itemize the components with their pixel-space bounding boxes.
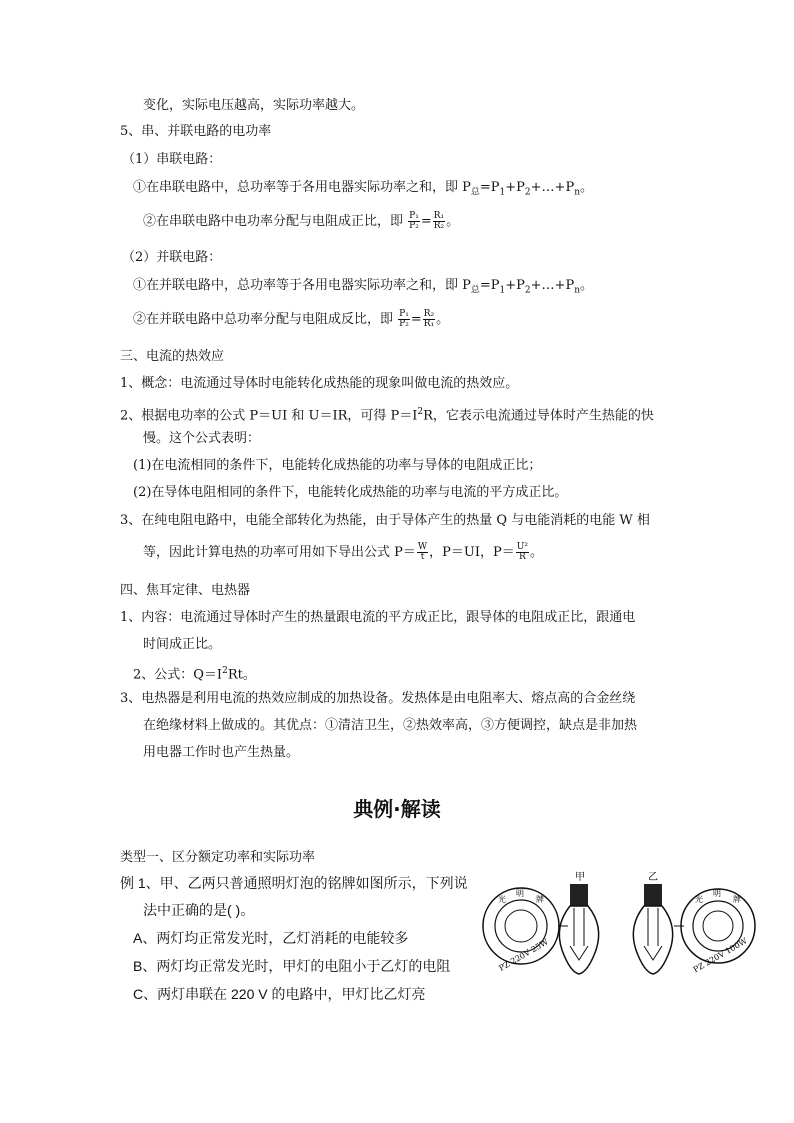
section-heading: 四、焦耳定律、电热器 bbox=[120, 583, 251, 598]
text-line: 2、公式：$Q=I^2Rt$。 bbox=[133, 666, 256, 683]
text-line: 3、在纯电阻电路中，电能全部转化为热能，由于导体产生的热量 Q 与电能消耗的电能 W 相 bbox=[120, 513, 650, 528]
text-line: 慢。这个公式表明： bbox=[143, 431, 261, 446]
bulb-yi bbox=[633, 871, 672, 974]
text-line: ②在并联电路中总功率分配与电阻成反比，即 $\frac{\text{P₁}}{\text{P₂}}$ = $\frac{\text{R₂}}{\text{R₁}}$ 。 bbox=[133, 309, 450, 329]
option-b: B、两灯均正常发光时，甲灯的电阻小于乙灯的电阻 bbox=[133, 958, 451, 974]
text-line: ①在并联电路中，总功率等于各用电器实际功率之和，即 $P_总=P_1+P_2+\dots+P_n$。 bbox=[133, 278, 594, 296]
brand-char: 光 bbox=[695, 895, 703, 904]
bulb-jia bbox=[559, 871, 598, 974]
formula-fraction: $\frac{\text{U²}}{R}$ bbox=[516, 542, 528, 562]
rating-yi: PZ 220V 100W bbox=[691, 936, 749, 975]
nameplate-jia bbox=[483, 888, 559, 973]
question-stem: 法中正确的是( )。 bbox=[143, 902, 255, 918]
section-heading: 5、串、并联电路的电功率 bbox=[120, 124, 272, 139]
subsection-heading: （1）串联电路： bbox=[122, 152, 222, 167]
label-yi: 乙 bbox=[648, 872, 658, 883]
text-line: 2、根据电功率的公式 P＝UI 和 U＝IR，可得 $P=I^2R$，它表示电流通过导体时产生热能的快 bbox=[120, 407, 654, 424]
text-line: (2)在导体电阻相同的条件下，电能转化成热能的功率与电流的平方成正比。 bbox=[133, 485, 568, 500]
brand-char: 牌 bbox=[733, 895, 741, 904]
text-line: 等，因此计算电热的功率可用如下导出公式 P＝ $\frac{W}{t}$ ，P＝UI，P＝ $\frac{\text{U²}}{R}$ 。 bbox=[143, 542, 543, 562]
label-jia: 甲 bbox=[575, 872, 585, 883]
option-c: C、两灯串联在 220 V 的电路中，甲灯比乙灯亮 bbox=[133, 986, 426, 1002]
text-line: 变化，实际电压越高，实际功率越大。 bbox=[143, 98, 365, 113]
ratio-fraction: $\frac{\text{R₁}}{\text{R₂}}$ bbox=[433, 211, 445, 231]
section-title: 典例·解读 bbox=[353, 797, 441, 821]
section-heading: 三、电流的热效应 bbox=[120, 349, 225, 364]
brand-char: 明 bbox=[516, 889, 524, 898]
brand-char: 牌 bbox=[536, 895, 544, 904]
subsection-heading: （2）并联电路： bbox=[122, 250, 222, 265]
nameplate-yi bbox=[681, 889, 755, 974]
question-stem: 例 1、甲、乙两只普通照明灯泡的铭牌如图所示，下列说 bbox=[120, 875, 468, 891]
text-line: 在绝缘材料上做成的。其优点：①清洁卫生，②热效率高，③方便调控，缺点是非加热 bbox=[143, 718, 638, 733]
brand-char: 光 bbox=[498, 895, 506, 904]
ratio-fraction: $\frac{\text{P₁}}{\text{P₂}}$ bbox=[399, 309, 409, 329]
rating-jia: PZ 220V 25W bbox=[497, 937, 550, 973]
ratio-fraction: $\frac{\text{R₂}}{\text{R₁}}$ bbox=[423, 309, 435, 329]
text-line: 时间成正比。 bbox=[143, 637, 222, 652]
question-type: 类型一、区分额定功率和实际功率 bbox=[120, 849, 316, 864]
text-line: (1)在电流相同的条件下，电能转化成热能的功率与导体的电阻成正比； bbox=[133, 458, 542, 473]
text-line: 用电器工作时也产生热量。 bbox=[143, 745, 300, 760]
text-line: 1、概念：电流通过导体时电能转化成热能的现象叫做电流的热效应。 bbox=[120, 376, 519, 391]
ratio-fraction: $\frac{\text{P₁}}{\text{P₂}}$ bbox=[409, 211, 419, 231]
option-a: A、两灯均正常发光时，乙灯消耗的电能较多 bbox=[133, 930, 409, 946]
formula-fraction: $\frac{W}{t}$ bbox=[417, 542, 428, 562]
text-line: ②在串联电路中电功率分配与电阻成正比，即 $\frac{\text{P₁}}{\text{P₂}}$ = $\frac{\text{R₁}}{\text{R₂}}$ 。 bbox=[143, 211, 460, 231]
text-line: 3、电热器是利用电流的热效应制成的加热设备。发热体是由电阻率大、熔点高的合金丝绕 bbox=[120, 691, 636, 706]
brand-char: 明 bbox=[713, 889, 721, 898]
text-line: 1、内容：电流通过导体时产生的热量跟电流的平方成正比，跟导体的电阻成正比，跟通电 bbox=[120, 610, 636, 625]
bulbs-figure bbox=[478, 868, 758, 988]
text-line: ①在串联电路中，总功率等于各用电器实际功率之和，即 $P_总=P_1+P_2+\dots+P_n$。 bbox=[133, 180, 594, 198]
